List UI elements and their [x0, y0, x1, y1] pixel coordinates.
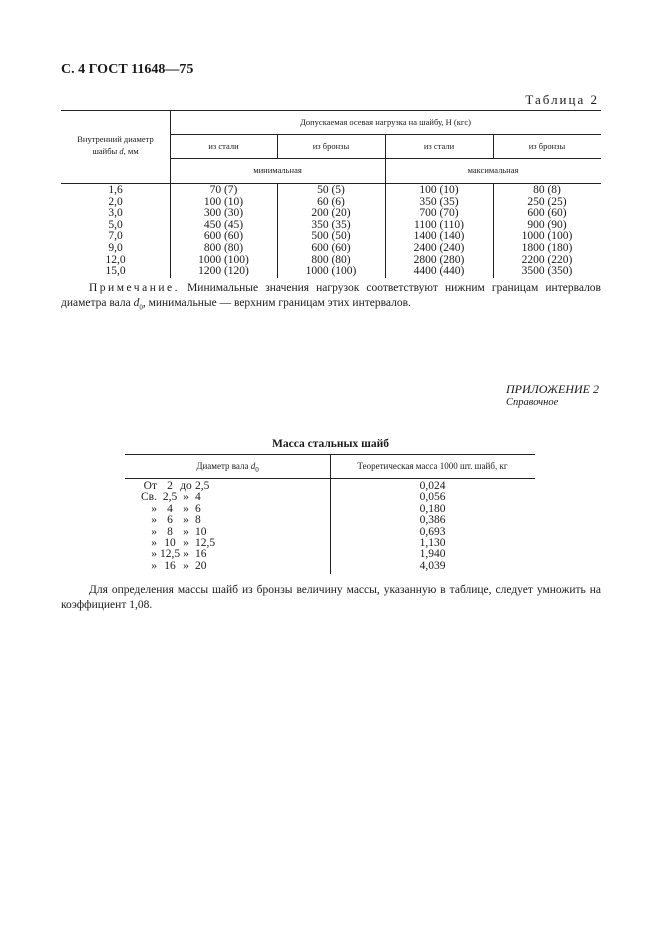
range-to-value: 8 [195, 514, 201, 527]
cell-diameter: 1,6 [108, 184, 123, 196]
cell-max-steel: 100 (10) [419, 184, 459, 196]
table-top-rule [61, 110, 601, 111]
appendix-heading [506, 382, 599, 408]
cell-mass: 0,386 [419, 514, 446, 527]
range-from-value: 12,5 [160, 548, 181, 561]
sub-header-steel: из стали [208, 141, 239, 151]
appendix-subtitle: Справочное [506, 397, 559, 408]
range-to-word: » [183, 525, 189, 538]
cell-mass: 0,693 [419, 525, 446, 538]
cell-diameter: 7,0 [108, 230, 123, 243]
note-text: Минимальные значения нагрузок соответствуют нижним границам интервалов диаметра вала [61, 282, 601, 309]
range-to-value: 2,5 [195, 480, 210, 492]
cell-mass: 4,039 [419, 559, 446, 572]
cell-max-bronze: 80 (8) [533, 184, 561, 196]
cell-min-steel: 300 (30) [203, 207, 244, 220]
cell-max-bronze: 600 (60) [527, 207, 567, 220]
cell-diameter: 3,0 [108, 207, 123, 220]
range-to-word: до [180, 480, 192, 492]
range-to-value: 20 [195, 559, 207, 572]
col-header-load: Допускаемая осевая нагрузка на шайбу, Н (кгс) [300, 117, 471, 127]
mass-col-mass: Теоретическая масса 1000 шт. шайб, кг [357, 461, 508, 471]
range-to-word: » [183, 502, 189, 515]
group-header-min: минимальная [253, 165, 302, 175]
cell-max-bronze: 3500 (350) [521, 265, 573, 278]
range-to-value: 16 [195, 548, 207, 561]
cell-min-bronze: 800 (80) [311, 253, 351, 266]
range-to-value: 10 [195, 525, 207, 538]
cell-min-bronze: 1000 (100) [305, 265, 357, 278]
bronze-mass-paragraph: Для определения массы шайб из бронзы величину массы, указанную в таблице, следует умножить на коэффициент 1,08. [61, 584, 601, 611]
mass-table-title: Масса стальных шайб [272, 438, 389, 450]
range-from-value: 10 [164, 537, 176, 549]
range-from-value: 2,5 [162, 491, 178, 504]
cell-max-steel: 2800 (280) [413, 253, 465, 266]
range-from-value: 8 [167, 525, 173, 538]
cell-max-steel: 4400 (440) [413, 265, 465, 278]
cell-mass: 0,180 [419, 502, 446, 515]
cell-max-bronze: 250 (25) [527, 195, 567, 208]
range-from-word: Св. [141, 491, 157, 504]
range-from-word: » [151, 525, 157, 538]
range-from-value: 2 [167, 480, 173, 492]
range-to-word: » [183, 548, 189, 561]
range-to-word: » [183, 559, 189, 572]
cell-max-bronze: 2200 (220) [521, 253, 573, 266]
cell-mass: 0,056 [419, 491, 446, 504]
note-label: Примечание. [89, 282, 180, 294]
appendix-title: ПРИЛОЖЕНИЕ 2 [506, 382, 599, 396]
sub-header-steel: из стали [423, 141, 455, 151]
cell-min-steel: 800 (80) [203, 242, 244, 254]
range-to-value: 4 [195, 491, 201, 504]
range-to-word: » [183, 537, 189, 549]
sub-header-bronze: из бронзы [312, 141, 350, 151]
cell-max-steel: 700 (70) [419, 207, 459, 220]
cell-min-steel: 1000 (100) [198, 253, 249, 266]
group-header-max: максимальная [467, 165, 519, 175]
cell-diameter: 5,0 [108, 218, 123, 231]
cell-max-steel: 1100 (110) [414, 218, 464, 231]
cell-diameter: 2,0 [108, 195, 123, 208]
cell-max-bronze: 900 (90) [527, 218, 567, 231]
cell-max-bronze: 1800 (180) [521, 242, 573, 254]
range-to-word: » [183, 491, 189, 504]
range-to-word: » [183, 514, 189, 527]
cell-mass: 1,130 [419, 537, 446, 549]
range-from-value: 4 [167, 502, 173, 515]
cell-min-steel: 450 (45) [203, 218, 244, 231]
cell-max-steel: 350 (35) [419, 195, 459, 208]
range-from-word: » [151, 559, 157, 572]
cell-min-bronze: 600 (60) [311, 242, 351, 254]
cell-min-bronze: 500 (50) [311, 230, 351, 243]
cell-mass: 1,940 [419, 548, 446, 561]
range-to-value: 12,5 [195, 537, 216, 549]
range-from-word: От [143, 480, 157, 492]
cell-diameter: 9,0 [108, 242, 123, 254]
cell-max-steel: 1400 (140) [413, 230, 465, 243]
cell-diameter: 12,0 [105, 253, 126, 266]
cell-min-steel: 70 (7) [209, 184, 238, 196]
cell-min-bronze: 60 (6) [317, 195, 345, 208]
cell-mass: 0,024 [419, 480, 446, 492]
cell-min-steel: 1200 (120) [198, 265, 249, 278]
col-header-diameter: Внутренний диаметр шайбы d, мм [77, 134, 154, 156]
range-from-value: 6 [167, 514, 173, 527]
cell-min-steel: 600 (60) [203, 230, 244, 243]
range-to-value: 6 [195, 502, 201, 515]
table-caption: Таблица 2 [525, 92, 599, 107]
range-from-word: » [151, 537, 157, 549]
cell-max-steel: 2400 (240) [413, 242, 465, 254]
range-from-value: 16 [164, 559, 176, 572]
page-header: С. 4 ГОСТ 11648—75 [61, 62, 194, 77]
range-from-word: » [151, 514, 157, 527]
sub-header-bronze: из бронзы [528, 141, 566, 151]
cell-min-steel: 100 (10) [203, 195, 244, 208]
mass-col-diameter: Диаметр вала $d_0$ [196, 461, 259, 474]
range-from-word: » [151, 502, 157, 515]
cell-min-bronze: 50 (5) [317, 184, 345, 196]
cell-min-bronze: 200 (20) [311, 207, 351, 220]
cell-diameter: 15,0 [105, 265, 126, 278]
table-note: Примечание. Минимальные значения нагрузок соответствуют нижним границам интервалов диаметра вала $d_0$, минимальные — верхним границам этих интервалов. [61, 282, 601, 312]
range-from-word: » [151, 548, 157, 561]
cell-min-bronze: 350 (35) [311, 218, 351, 231]
cell-max-bronze: 1000 (100) [521, 230, 573, 243]
